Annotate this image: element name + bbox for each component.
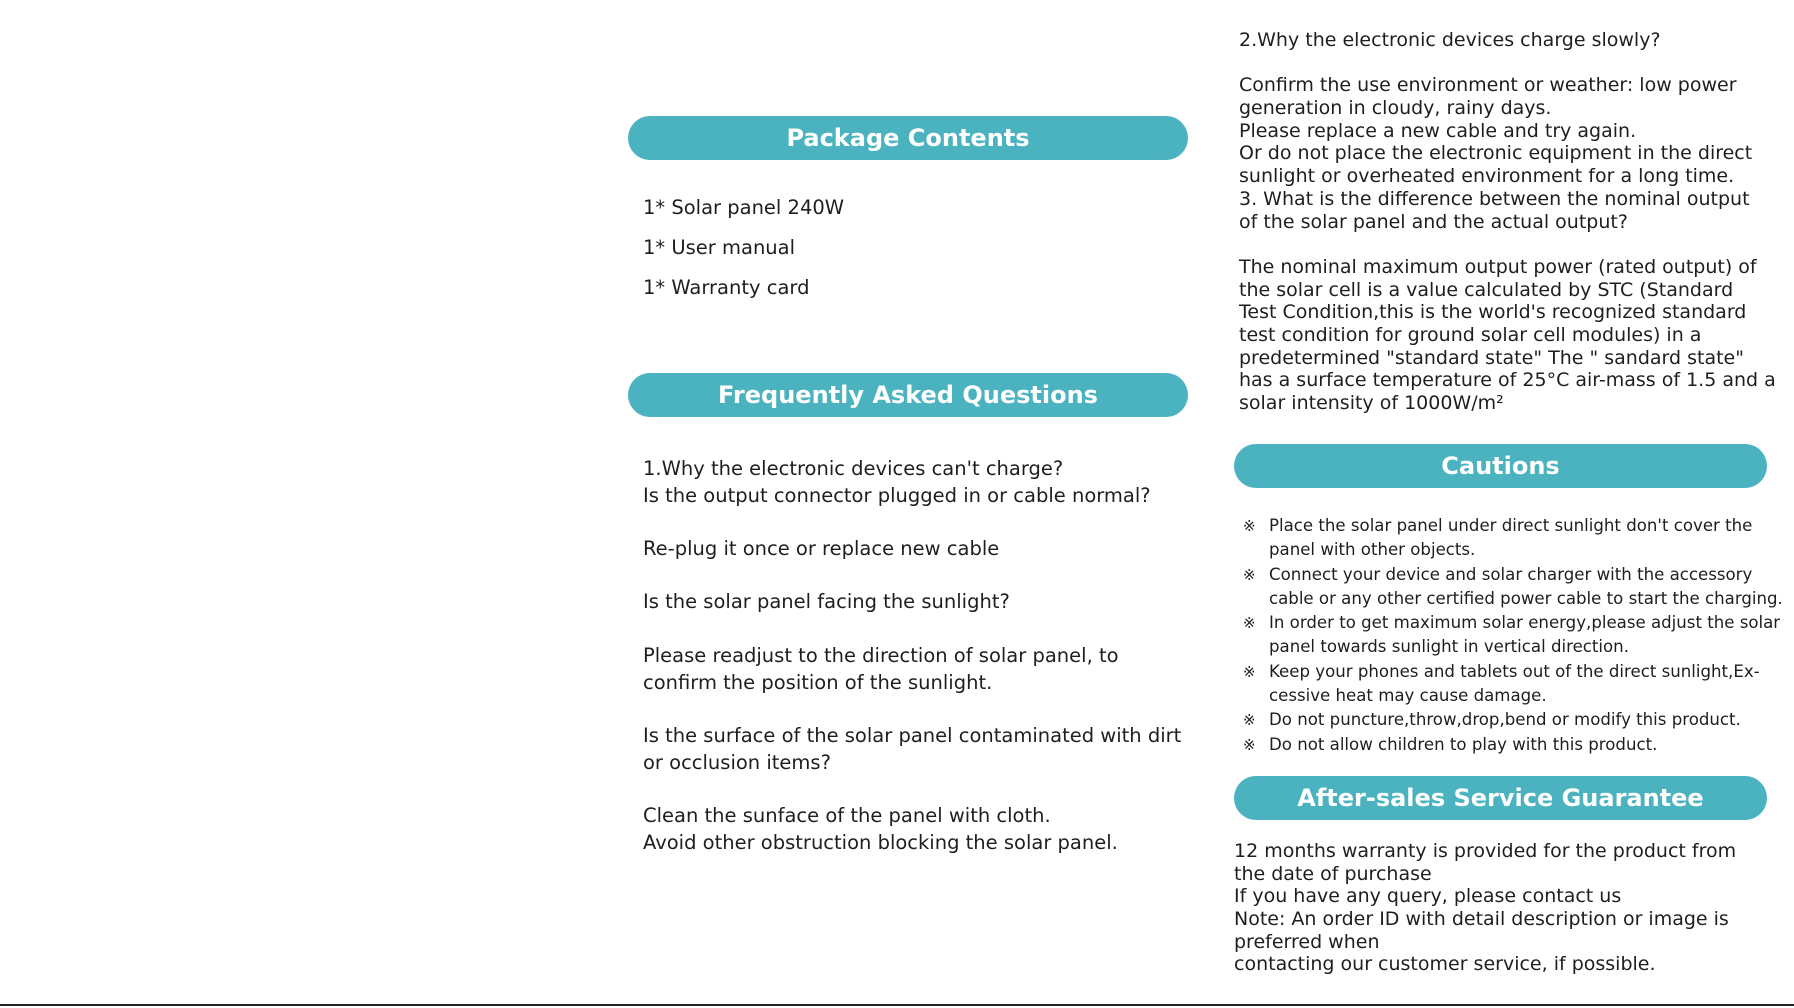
- reference-mark-icon: ※: [1243, 735, 1256, 754]
- reference-mark-icon: ※: [1243, 517, 1256, 535]
- faq-line: [643, 509, 1181, 536]
- faq-line: Avoid other obstruction blocking the solar panel.: [643, 830, 1118, 854]
- faq-line: [643, 696, 1181, 723]
- after-sales-line: 12 months warranty is provided for the product from: [1234, 840, 1737, 862]
- cautions-heading: Cautions: [1234, 444, 1767, 488]
- caution-item: [1239, 733, 1783, 757]
- package-item: 1* Warranty card: [643, 276, 810, 299]
- faq-line: [643, 563, 1181, 590]
- after-sales-line: the date of purchase: [1234, 862, 1432, 885]
- caution-item: [1239, 563, 1783, 612]
- faq-line: [1239, 52, 1776, 75]
- faq-line: Is the output connector plugged in or cable normal?: [643, 483, 1151, 507]
- caution-item: [1239, 611, 1783, 660]
- faq-line: 2.Why the electronic devices charge slowly?: [1239, 29, 1661, 51]
- package-contents-heading: Package Contents: [628, 116, 1188, 160]
- faq-line: solar intensity of 1000W/m²: [1239, 392, 1504, 414]
- caution-text: cessive heat may cause damage.: [1269, 686, 1547, 706]
- package-item: 1* Solar panel 240W: [643, 196, 845, 219]
- caution-text: panel towards sunlight in vertical direction.: [1269, 637, 1629, 657]
- faq-line: Is the surface of the solar panel contaminated with dirt: [643, 723, 1182, 747]
- faq-line: the solar cell is a value calculated by STC (Standard: [1239, 278, 1734, 301]
- faq-line: 1.Why the electronic devices can't charge?: [643, 457, 1064, 480]
- caution-text: panel with other objects.: [1269, 540, 1476, 560]
- cautions-list: [1239, 514, 1783, 757]
- caution-text: Place the solar panel under direct sunlight don't cover the: [1269, 516, 1753, 535]
- faq-line: Re-plug it once or replace new cable: [643, 537, 1000, 561]
- after-sales-heading: After-sales Service Guarantee: [1234, 776, 1767, 820]
- after-sales-line: preferred when: [1234, 930, 1380, 953]
- package-contents-list: [643, 188, 844, 308]
- faq-line: predetermined "standard state" The " sandard state": [1239, 346, 1744, 369]
- after-sales-line: If you have any query, please contact us: [1234, 885, 1622, 908]
- faq-line: Or do not place the electronic equipment in the direct: [1239, 142, 1753, 165]
- faq-line: Clean the sunface of the panel with cloth.: [643, 803, 1051, 827]
- caution-text: Do not puncture,throw,drop,bend or modify this product.: [1269, 710, 1741, 730]
- caution-text: Keep your phones and tablets out of the direct sunlight,Ex-: [1269, 661, 1760, 681]
- faq-line: [643, 616, 1181, 643]
- faq-line: 3. What is the difference between the nominal output: [1239, 187, 1750, 210]
- after-sales-text: [1234, 840, 1736, 976]
- faq-line: Is the solar panel facing the sunlight?: [643, 590, 1010, 614]
- caution-text: Connect your device and solar charger with the accessory: [1269, 564, 1753, 584]
- caution-item: [1239, 514, 1783, 563]
- reference-mark-icon: ※: [1243, 565, 1256, 584]
- faq-line: of the solar panel and the actual output?: [1239, 210, 1628, 233]
- faq-line: test condition for ground solar cell modules) in a: [1239, 323, 1702, 346]
- faq-line: Confirm the use environment or weather: low power: [1239, 74, 1737, 97]
- faq-heading: Frequently Asked Questions: [628, 373, 1188, 417]
- caution-item: [1239, 660, 1783, 709]
- faq-line: generation in cloudy, rainy days.: [1239, 97, 1552, 120]
- faq-line: Test Condition,this is the world's recognized standard: [1239, 301, 1747, 324]
- faq-line: has a surface temperature of 25°C air-mass of 1.5 and a: [1239, 369, 1776, 392]
- faq-line: confirm the position of the sunlight.: [643, 670, 993, 694]
- faq-continued: [1239, 29, 1776, 415]
- faq-line: [1239, 233, 1776, 256]
- faq-line: sunlight or overheated environment for a long time.: [1239, 165, 1735, 188]
- caution-item: [1239, 708, 1783, 732]
- faq-line: or occlusion items?: [643, 750, 831, 774]
- reference-mark-icon: ※: [1243, 662, 1256, 681]
- faq-list: [643, 456, 1181, 856]
- caution-text: In order to get maximum solar energy,please adjust the solar: [1269, 613, 1781, 633]
- after-sales-line: contacting our customer service, if possible.: [1234, 953, 1656, 976]
- faq-line: Please readjust to the direction of solar panel, to: [643, 643, 1119, 667]
- faq-line: The nominal maximum output power (rated output) of: [1239, 255, 1757, 278]
- reference-mark-icon: ※: [1243, 614, 1256, 633]
- faq-line: [643, 776, 1181, 803]
- faq-line: Please replace a new cable and try again.: [1239, 119, 1637, 142]
- after-sales-line: Note: An order ID with detail description or image is: [1234, 908, 1729, 931]
- bottom-divider: [0, 1004, 1794, 1006]
- caution-text: Do not allow children to play with this product.: [1269, 734, 1658, 754]
- caution-text: cable or any other certified power cable to start the charging.: [1269, 588, 1783, 608]
- reference-mark-icon: ※: [1243, 711, 1256, 730]
- package-item: 1* User manual: [643, 236, 796, 259]
